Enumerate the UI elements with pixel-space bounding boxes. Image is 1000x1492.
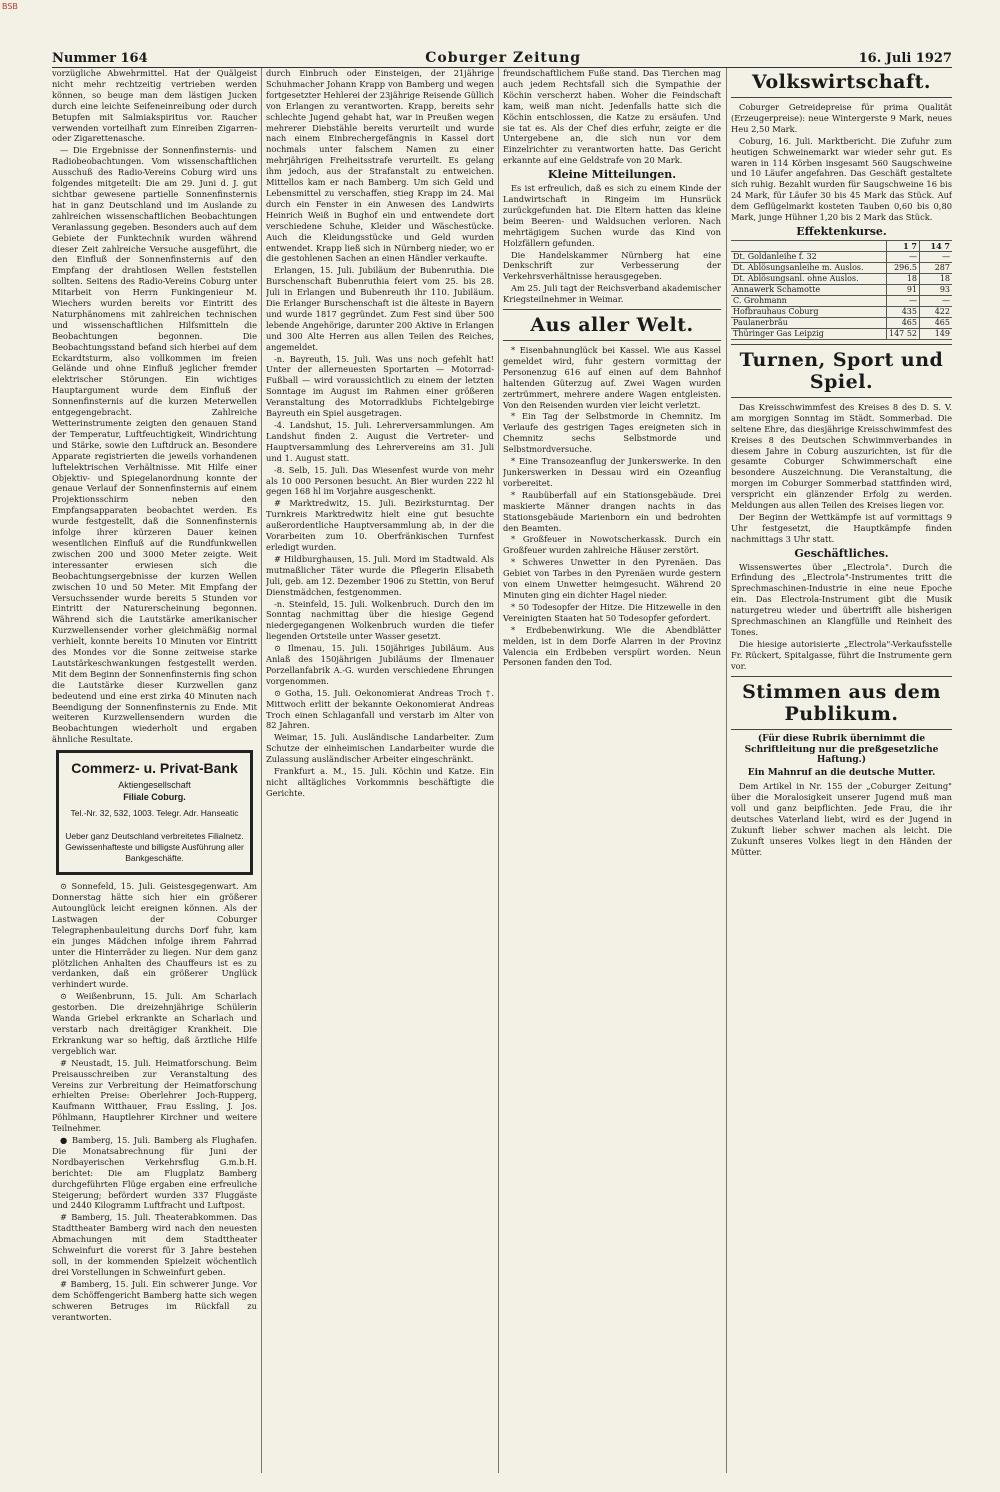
article-paragraph: Frankfurt a. M., 15. Juli. Köchin und Katze. Ein nicht alltägliches Vorkommnis beschäftigte die Gerichte. [266, 766, 494, 798]
article-paragraph: Coburger Getreidepreise für prima Qualität (Erzeugerpreise): neue Wintergerste 9 Mark, neues Heu 2,50 Mark. [731, 102, 952, 134]
security-name: Paulanerbräu [731, 317, 887, 328]
article-paragraph: * Ein Tag der Selbstmorde in Chemnitz. Im Verlaufe des gestrigen Tages ereigneten sich in Chemnitz sechs Selbstmorde und Selbstmordversuche. [503, 411, 721, 455]
issue-number: Nummer 164 [52, 51, 148, 66]
article-paragraph: -4. Landshut, 15. Juli. Lehrerversammlungen. Am Landshut finden 2. August die Vertreter- und Hauptversammlung des Lehrervereins am 31. Juli und 1. August statt. [266, 420, 494, 463]
price-cell: — [920, 251, 953, 262]
price-cell: 91 [887, 284, 920, 295]
article-paragraph: ⊙ Weißenbrunn, 15. Juli. Am Scharlach gestorben. Die dreizehnjährige Schülerin Wanda Griebel erkrankte an Scharlach und verstarb nach dreitägiger Krankheit. Die Erkrankung war so heftig, daß ärztliche Hilfe vergeblich war. [52, 991, 257, 1056]
column-1 [52, 68, 257, 1473]
rubric-disclaimer: (Für diese Rubrik übernimmt die Schriftleitung nur die preßgesetzliche Haftung.) [744, 733, 939, 766]
article-paragraph: -n. Bayreuth, 15. Juli. Was uns noch gefehlt hat! Unter der allerneuesten Sportarten — Motorrad-Fußball — wird voraussichtlich zu einem der letzten Sonntage im August im Rahmen einer größeren Veranstaltung des Motorradklubs Fichtelgebirge Bayreuth ein Spiel ausgetragen. [266, 353, 494, 419]
section-rule [503, 309, 721, 310]
price-cell: 18 [920, 273, 953, 284]
ad-branch: Filiale Coburg. [123, 792, 186, 803]
section-heading-aus-aller-welt: Aus aller Welt. [530, 314, 694, 337]
article-paragraph: durch Einbruch oder Einsteigen, der 21jährige Schuhmacher Johann Krapp von Bamberg und wegen fortgesetzter Hehlerei der 23jährige Reisende Güllich von Erlangen zu verantworten. Krapp, bereits sehr schlechte Jugend gehabt hat, war in Preußen wegen mehrerer Diebstähle bereits verurteilt und wurde nach einem Einbrechergefängnis in Kassel dort nochmals unter falschem Namen zu einer mehrjährigen Freiheitsstrafe verurteilt. Es gelang ihm jedoch, aus der Strafanstalt zu entweichen. Mittellos kam er nach Bamberg. Um sich Geld und Lebensmittel zu verschaffen, stieg Krapp im 24. Mai durch ein Fenster in ein Anwesen des Landwirts Heinrich Weiß in Bughof ein und entwendete dort verschiedene Schuhe, Kleider und Wäschestücke. Auch die Kleidungsstücke und Geld wurden entwendet. Krapp ließ sich in Nürnberg nieder, wo er die gestohlenen Sachen an einen Händler verkaufte. [266, 68, 494, 264]
table-row [731, 295, 952, 306]
security-name: Thüringer Gas Leipzig [731, 328, 887, 339]
section-rule [731, 97, 952, 98]
table-row [731, 317, 952, 328]
table-row [731, 284, 952, 295]
newspaper-title: Coburger Zeitung [425, 50, 582, 66]
article-paragraph: * Raubüberfall auf ein Stationsgebäude. Drei maskierte Männer drangen nachts in das Stationsgebäude Marienborn ein und bedrohten den Beamten. [503, 489, 721, 533]
article-paragraph: Coburg, 16. Juli. Marktbericht. Die Zufuhr zum heutigen Schweinemarkt war wieder sehr gut. Es waren in 114 Körben insgesamt 560 Saugschweine und 10 Läufer angefahren. Das Geschäft gestaltete sich ruhig. Bezahlt wurden für Saugschweine 16 bis 24 Mark, für Läufer 30 bis 45 Mark das Stück. Auf dem Geflügelmarkt kosteten Tauben 0,60 bis 0,80 Mark, junge Hühner 1,20 bis 2 Mark das Stück. [731, 135, 952, 223]
article-paragraph: # Marktredwitz, 15. Juli. Bezirksturntag. Der Turnkreis Marktredwitz hielt eine gut besuchte außerordentliche Hauptversammlung ab, in der die Vorarbeiten zum 10. Oberfränkischen Turnfest erledigt wurden. [266, 498, 494, 552]
article-paragraph: Wissenswertes über „Electrola". Durch die Erfindung des „Electrola"-Instrumentes tritt die Sprechmaschinen-Industrie in eine neue Epoche ein. Das Electrola-Instrument gibt die Musik naturgetreu wieder und übertrifft alle bisherigen Sprechmaschinen an Klangfülle und Reinheit des Tones. [731, 561, 952, 637]
section-rule [731, 397, 952, 398]
column-4 [731, 68, 952, 1473]
ad-subtitle: Aktiengesellschaft [118, 780, 191, 791]
column-2 [266, 68, 494, 1473]
ad-telephone: Tel.-Nr. 32, 532, 1003. Telegr. Adr. Hanseatic [70, 808, 239, 819]
letter-title: Ein Mahnruf an die deutsche Mutter. [747, 768, 936, 779]
article-paragraph: * Eisenbahnunglück bei Kassel. Wie aus Kassel gemeldet wird, fuhr gestern vormittag der Personenzug 616 auf einen auf dem Bahnhof haltenden Güterzug auf. Zwei Wagen wurden zertrümmert, mehrere andere Wagen entgleisten. Von den Reisenden wurden vier leicht verletzt. [503, 345, 721, 410]
table-header-row [731, 240, 952, 251]
column-divider [726, 68, 727, 1473]
ad-note: Ueber ganz Deutschland verbreitetes Filialnetz. Gewissenhafteste und billigste Ausführung aller Bankgeschäfte. [65, 831, 244, 864]
article-paragraph: Der Beginn der Wettkämpfe ist auf vormittags 9 Uhr festgesetzt, die Hauptkämpfe finden nachmittags 3 Uhr statt. [731, 511, 952, 544]
article-paragraph: Am 25. Juli tagt der Reichsverband akademischer Kriegsteilnehmer in Weimar. [503, 283, 721, 305]
article-paragraph: Es ist erfreulich, daß es sich zu einem Kinde der Landwirtschaft in Ringeim im Hunsrück zurückgefunden hat. Die Eltern hatten das kleine beim Beeren- und Waldsuchen verloren. Nach mehrtägigem Suchen wurde das Kind von Holzfällern gefunden. [503, 183, 721, 248]
price-cell: 422 [920, 306, 953, 317]
price-cell: 93 [920, 284, 953, 295]
price-cell: 149 [920, 328, 953, 339]
section-heading-effektenkurse: Effektenkurse. [796, 224, 887, 238]
table-row [731, 328, 952, 339]
price-cell: 147 52 [887, 328, 920, 339]
article-paragraph: Die hiesige autorisierte „Electrola"-Verkaufsstelle Fr. Rückert, Spitalgasse, führt die Instrumente gern vor. [731, 638, 952, 671]
article-paragraph: * Schweres Unwetter in den Pyrenäen. Das Gebiet von Tarbes in den Pyrenäen wurde gestern von einem Unwetter heimgesucht. Während 20 Minuten ging ein dichter Hagel nieder. [503, 557, 721, 600]
section-rule [731, 729, 952, 730]
table-header-cell: 1 7 [887, 240, 920, 251]
article-paragraph: -n. Steinfeld, 15. Juli. Wolkenbruch. Durch den im Sonntag nachmittag über die hiesige Gegend niedergegangenen Wolkenbruch wurden die tiefer liegenden Ortsteile unter Wasser gesetzt. [266, 598, 494, 642]
table-row [731, 262, 952, 273]
article-paragraph: # Hildburghausen, 15. Juli. Mord im Stadtwald. Als mutmaßlicher Täter wurde die Pflegerin Elisabeth Juli, geb. am 12. Dezember 1906 zu Stettin, von Beruf Dienstmädchen, festgenommen. [266, 553, 494, 597]
security-name: Hofbrauhaus Coburg [731, 306, 887, 317]
section-heading-turnen-sport-spiel: Turnen, Sport und Spiel. [739, 348, 944, 393]
section-rule [731, 344, 952, 345]
column-divider [498, 68, 499, 1473]
article-paragraph: * 50 Todesopfer der Hitze. Die Hitzewelle in den Vereinigten Staaten hat 50 Todesopfer gefordert. [503, 601, 721, 623]
article-paragraph: — Die Ergebnisse der Sonnenfinsternis- und Radiobeobachtungen. Vom wissenschaftlichen Ausschuß des Radio-Vereins Coburg wird uns folgendes mitgeteilt: Die am 29. Juni d. J. gut sichtbar gewesene partielle Sonnenfinsternis hat in ganz Deutschland und im Auslande zu zahlreichen wissenschaftlichen Beobachtungen Veranlassung gegeben. Besonders auch auf dem Gebiete der Funktechnik wurden während dieser Zeit zahlreiche Versuche ausgeführt, die den Einfluß der Sonnenfinsternis auf den Empfang der drahtlosen Wellen feststellen sollten. Seitens des Radio-Vereins Coburg unter Mitarbeit von Herrn Funkingenieur M. Wiechers wurden bereits vor Eintritt des Naturphänomens mit zahlreichen technischen und wissenschaftlichen Hilfsmitteln die Beobachtungen begonnen. Die Beobachtungsstand befand sich hierbei auf dem Eckardtsturm, also vollkommen im freien Gelände und ohne Einfluß jeglicher fremder elektrischer Störungen. Ein wichtiges Hauptargument wurde dem Einfluß der Sonnenfinsternis auf die kurzen Meterwellen entgegengebracht. Zahlreiche Wetterinstrumente zeigten den genauen Stand der Temperatur, Luftfeuchtigkeit, Windrichtung und Stärke, sowie den Luftdruck an. Besondere Apparate registrierten die jeweils vorhandenen luftelektrischen Verhältnisse. Mit Hilfe einer Objektiv- und Spiegelanordnung konnte der genaue Verlauf der Sonnenfinsternis auf einem Projektionsschirm neben den Empfangsapparaten beobachtet werden. Es wurde festgestellt, daß die Sonnenfinsternis infolge ihrer kürzeren Dauer keinen wesentlichen Einfluß auf die Rundfunkwellen zwischen 200 und 3000 Meter zeigte. Weit interessanter erwiesen sich die Beobachtungsergebnisse der kurzen Wellen zwischen 10 und 50 Meter. Mit Empfang der Versuchssender wurde bereits 5 Stunden vor Eintritt der Naturerscheinung begonnen. Während sich die Lautstärke amerikanischer Kurzwellensender vorher gleichmäßig normal verhielt, konnte bereits 10 Minuten vor Eintritt des Mondes vor die Sonne zeitweise starke Lautstärkeschwankungen festgestellt werden. Mit dem Beginn der Sonnenfinsternis fing schon die Lautstärke dieser Kurzwellen ganz bedeutend und eine erst zirka 40 Minuten nach Beendigung der Sonnenfinsternis zu Ende. Mit weiteren Kurzwellensendern wurden die Beobachtungen wiederholt und ergaben ähnliche Resultate. [52, 145, 257, 745]
price-cell: 465 [887, 317, 920, 328]
article-paragraph: Weimar, 15. Juli. Ausländische Landarbeiter. Zum Schutze der einheimischen Landarbeiter wurde die Zulassung ausländischer Arbeiter eingeschränkt. [266, 732, 494, 765]
article-paragraph: vorzügliche Abwehrmittel. Hat der Quälgeist nicht mehr rechtzeitig vertrieben werden können, so beuge man dem lästigen Jucken durch eine leichte Seifeneinreibung oder durch Betupfen mit Salmiakspiritus vor. Raucher verwenden vorteilhaft zum Einreiben Zigarren- oder Zigarettenasche. [52, 68, 257, 144]
section-heading-geschaeftliches: Geschäftliches. [794, 546, 889, 560]
price-cell: 465 [920, 317, 953, 328]
stock-price-table [731, 240, 952, 340]
article-paragraph: ⊙ Gotha, 15. Juli. Oekonomierat Andreas Troch †. Mittwoch erlitt der bekannte Oekonomierat Andreas Troch einen Schlaganfall und verstarb im Alter von 82 Jahren. [266, 687, 494, 731]
security-name: C. Grohmann [731, 295, 887, 306]
table-header-cell [731, 240, 887, 251]
section-rule [731, 676, 952, 677]
table-header-cell: 14 7 [920, 240, 953, 251]
article-paragraph: ⊙ Sonnefeld, 15. Juli. Geistesgegenwart. Am Donnerstag hätte sich hier ein größerer Autounglück leicht ereignen können. Als der Lastwagen der Coburger Telegraphenbauleitung durchs Dorf fuhr, kam ein junges Mädchen infolge ihrem Fahrrad unter die Hinterräder zu liegen. Nur dem ganz plötzlichen Anhalten des Chauffeurs ist es zu verdanken, daß ein größerer Unglück verhindert wurde. [52, 881, 257, 990]
article-paragraph: Dem Artikel in Nr. 155 der „Coburger Zeitung" über die Moralosigkeit unserer Jugend muß man voll und ganz beipflichten. Jede Frau, die ihr deutsches Vaterland liebt, wird es der Jugend in Zukunft lieber schwer machen als leicht. Die Zukunft unseres Volkes liegt in den Händen der Mütter. [731, 781, 952, 857]
article-paragraph: ● Bamberg, 15. Juli. Bamberg als Flughafen. Die Monatsabrechnung für Juni der Nordbayerischen Verkehrsflug G.m.b.H. berichtet: Die am Flugplatz Bamberg durchgeführten Flüge ergaben eine erfreuliche Steigerung; befördert wurden 337 Fluggäste und 2440 Kilogramm Luftfracht und Luftpost. [52, 1135, 257, 1211]
article-paragraph: * Großfeuer in Nowotscherkassk. Durch ein Großfeuer wurden zahlreiche Häuser zerstört. [503, 534, 721, 556]
price-cell: 435 [887, 306, 920, 317]
price-cell: — [920, 295, 953, 306]
article-paragraph: * Eine Transozeanflug der Junkerswerke. In den Junkerswerken in Dessau wird ein Ozeanflug vorbereitet. [503, 456, 721, 488]
article-paragraph: Das Kreisschwimmfest des Kreises 8 des D. S. V. am morgigen Sonntag im Städt. Sommerbad. Die seltene Ehre, das diesjährige Kreisschwimmfest des Kreises 8 des Deutschen Schwimmverbandes in diesem Jahre in Coburg auszurichten, ist für die gesamte Coburger Schwimmerschaft eine besondere Auszeichnung. Die Veranstaltung, die morgen im Coburger Sommerbad stattfinden wird, verspricht ein glänzender Erfolg zu werden. Meldungen aus allen Teilen des Kreises liegen vor. [731, 401, 952, 511]
article-paragraph: freundschaftlichem Fuße stand. Das Tierchen mag auch jedem Rechtsfall sich die Sympathie der Köchin verscherzt haben. Woher die Feindschaft kam, weiß man nicht. Jedenfalls hatte sich die Köchin entschlossen, die Katze zu ersäufen. Und sie tat es. Als der Chef dies erfuhr, zeigte er die Untergebene an, die sich nun vor dem Einzelrichter zu verantworten hatte. Das Gericht erkannte auf eine Geldstrafe von 20 Mark. [503, 68, 721, 166]
price-cell: 18 [887, 273, 920, 284]
article-paragraph: # Neustadt, 15. Juli. Heimatforschung. Beim Preisausschreiben zur Veranstaltung des Vereins zur Verbreitung der Heimatforschung erhielten Preise: Oberlehrer Joch-Rupperg, Kaufmann Witthauer, Frau Essling, J. Jos. Pöhlmann, Hauptlehrer Kirchner und weitere Teilnehmer. [52, 1057, 257, 1134]
bank-advertisement [56, 750, 253, 875]
table-row [731, 306, 952, 317]
section-heading-stimmen-publikum: Stimmen aus dem Publikum. [742, 680, 941, 725]
issue-date: 16. Juli 1927 [858, 51, 952, 66]
article-paragraph: # Bamberg, 15. Juli. Ein schwerer Junge. Vor dem Schöffengericht Bamberg hatte sich wegen schweren Betruges im Rückfall zu verantworten. [52, 1278, 257, 1322]
security-name: Dt. Goldanleihe f. 32 [731, 251, 887, 262]
security-name: Annawerk Schamotte [731, 284, 887, 295]
table-row [731, 251, 952, 262]
article-paragraph: # Bamberg, 15. Juli. Theaterabkommen. Das Stadttheater Bamberg wird nach den neuesten Abmachungen mit dem Stadttheater Schweinfurt die vorerst für 3 Jahre bestehen soll, in der kommenden Spielzeit wöchentlich drei Vorstellungen in Schweinfurt geben. [52, 1212, 257, 1277]
table-row [731, 273, 952, 284]
section-heading-kleine-mitteilungen: Kleine Mitteilungen. [547, 168, 677, 182]
price-cell: 287 [920, 262, 953, 273]
article-paragraph: * Erdbebenwirkung. Wie die Abendblätter melden, ist in dem Dorfe Alarren in der Provinz Valencia ein Erdbeben verspürt worden. Neun Personen fanden den Tod. [503, 624, 721, 668]
masthead [52, 44, 952, 66]
article-paragraph: ⊙ Ilmenau, 15. Juli. 150jähriges Jubiläum. Aus Anlaß des 150jährigen Jubiläums der Ilmenauer Porzellanfabrik A.-G. wurden verschiedene Ehrungen vorgenommen. [266, 643, 494, 686]
section-heading-volkswirtschaft: Volkswirtschaft. [751, 71, 932, 93]
section-rule [503, 340, 721, 341]
price-cell: 296.5 [887, 262, 920, 273]
ad-title: Commerz- u. Privat-Bank [71, 760, 238, 777]
article-paragraph: Erlangen, 15. Juli. Jubiläum der Bubenruthia. Die Burschenschaft Bubenruthia feiert vom 25. bis 28. Juli in Erlangen und Bubenreuth ihr 110. Jubiläum. Die Erlanger Burschenschaft ist die älteste in Bayern und wurde 1817 gegründet. Zum Fest sind über 500 lebende Angehörige, darunter 200 Aktive in Erlangen und 300 Alte Herren aus allen Teilen des Reiches, angemeldet. [266, 265, 494, 352]
security-name: Dt. Ablösungsanleihe m. Auslos. [731, 262, 887, 273]
column-3 [503, 68, 721, 1473]
article-paragraph: Die Handelskammer Nürnberg hat eine Denkschrift zur Verbesserung der Verkehrsverhältnisse herausgegeben. [503, 249, 721, 282]
price-cell: — [887, 251, 920, 262]
article-paragraph: -8. Selb, 15. Juli. Das Wiesenfest wurde von mehr als 10 000 Personen besucht. An Bier wurden 222 hl gegen 168 hl im Vorjahre ausgeschenkt. [266, 464, 494, 497]
library-mark: BSB [2, 2, 18, 11]
security-name: Dt. Ablösungsanl. ohne Auslos. [731, 273, 887, 284]
column-divider [261, 68, 262, 1473]
price-cell: — [887, 295, 920, 306]
